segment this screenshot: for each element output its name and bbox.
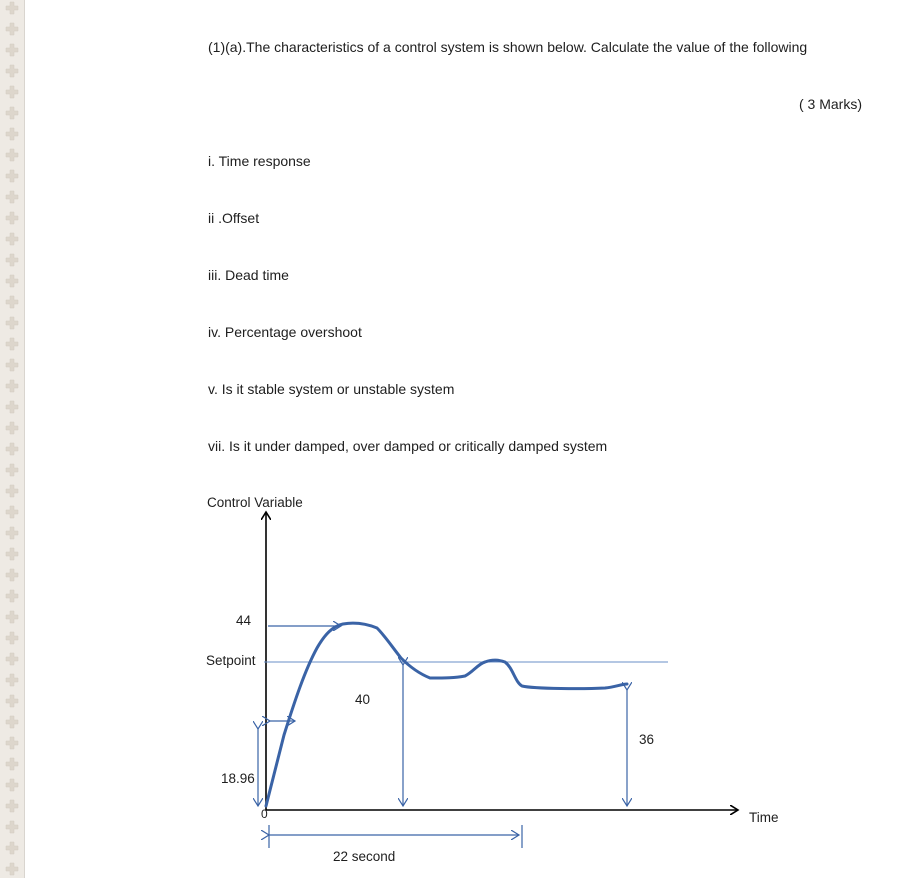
question-title: (1)(a).The characteristics of a control system is shown below. Calculate the value of the following [208, 39, 808, 55]
item-dead-time: iii. Dead time [208, 267, 289, 283]
final-value-label: 36 [639, 732, 655, 747]
response-figure [25, 0, 903, 878]
x-axis-label: Time [749, 810, 779, 825]
dead-value-label: 18.96 [221, 771, 255, 786]
y-axis-label: Control Variable [207, 495, 303, 510]
peak-label: 44 [236, 613, 252, 628]
item-damping: vii. Is it under damped, over damped or critically damped system [208, 438, 608, 454]
decorative-pattern [0, 0, 24, 878]
document-page [25, 0, 903, 878]
time-span-label: 22 second [333, 849, 396, 864]
left-margin-strip [0, 0, 25, 878]
item-offset: ii .Offset [208, 210, 260, 226]
setpoint-label: Setpoint [206, 653, 256, 668]
origin-label: 0 [261, 807, 268, 821]
mid-value-label: 40 [355, 692, 371, 707]
item-percentage-overshoot: iv. Percentage overshoot [208, 324, 362, 340]
item-time-response: i. Time response [208, 153, 311, 169]
response-curve [266, 623, 627, 806]
marks-label: ( 3 Marks) [799, 96, 862, 112]
item-stability: v. Is it stable system or unstable system [208, 381, 455, 397]
